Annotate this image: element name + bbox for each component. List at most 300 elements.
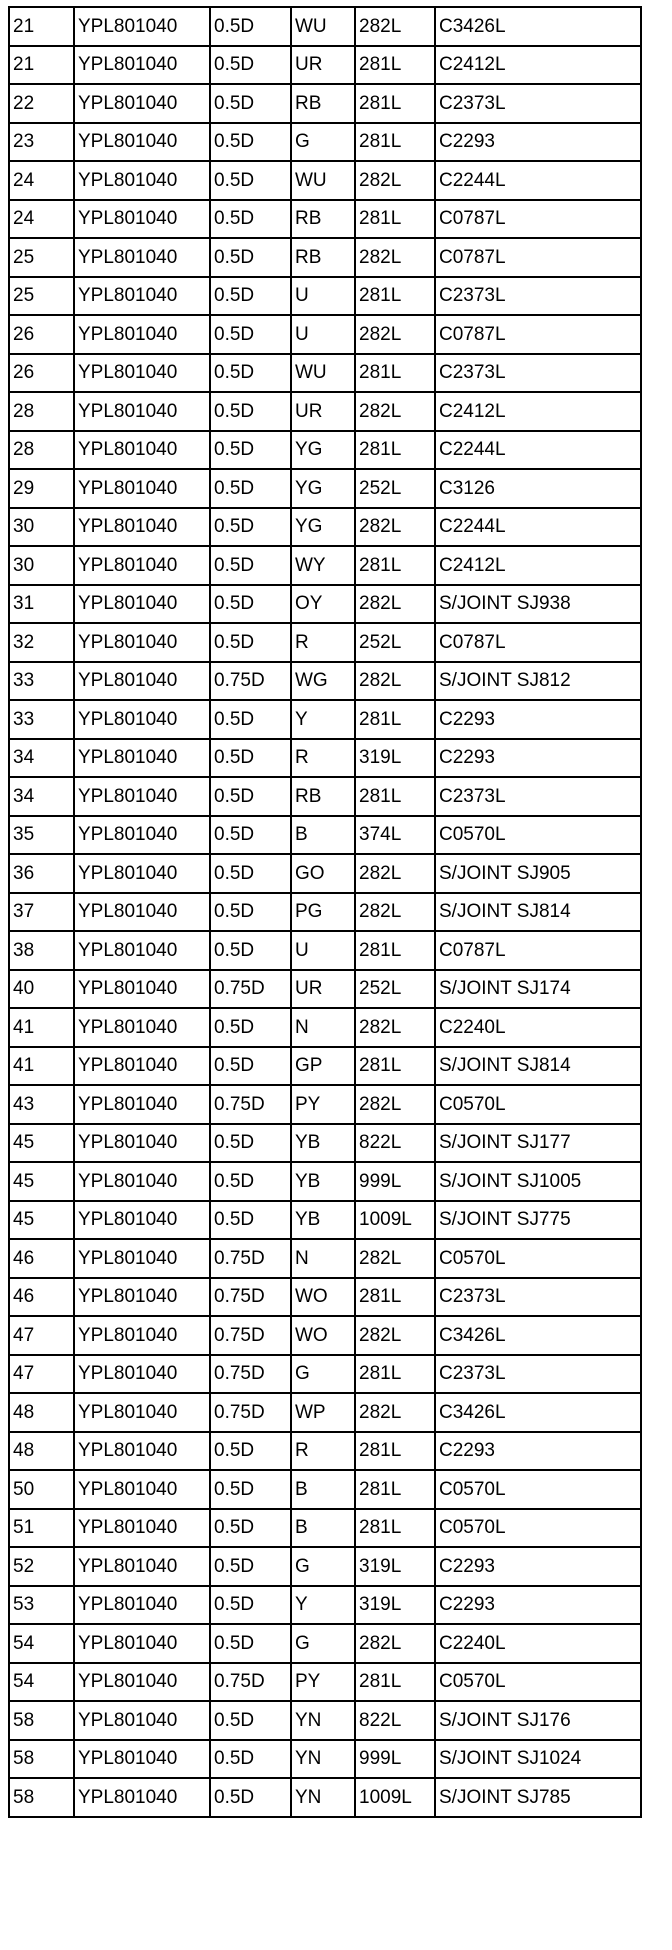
connector-cell: C0787L: [435, 238, 641, 277]
table-row: [9, 200, 641, 239]
wire-size-cell: 0.75D: [210, 970, 291, 1009]
wire-length-cell: 282L: [355, 662, 435, 701]
table-row: [9, 662, 641, 701]
table-row: [9, 1201, 641, 1240]
wire-color-cell: R: [291, 1432, 355, 1471]
wire-length-cell: 282L: [355, 392, 435, 431]
connector-cell: C2373L: [435, 777, 641, 816]
circuit-number-cell: 52: [9, 1547, 74, 1586]
table-row: [9, 1547, 641, 1586]
connector-cell: S/JOINT SJ938: [435, 585, 641, 624]
wire-size-cell: 0.5D: [210, 1778, 291, 1817]
circuit-number-cell: 28: [9, 392, 74, 431]
wire-size-cell: 0.5D: [210, 1624, 291, 1663]
table-row: [9, 777, 641, 816]
wire-length-cell: 1009L: [355, 1201, 435, 1240]
table-row: [9, 585, 641, 624]
connector-cell: C0570L: [435, 1509, 641, 1548]
connector-cell: S/JOINT SJ174: [435, 970, 641, 1009]
wire-length-cell: 281L: [355, 46, 435, 85]
wire-length-cell: 281L: [355, 931, 435, 970]
connector-cell: C3426L: [435, 1316, 641, 1355]
connector-cell: C2293: [435, 123, 641, 162]
part-number-cell: YPL801040: [74, 84, 210, 123]
wire-length-cell: 282L: [355, 585, 435, 624]
wire-color-cell: N: [291, 1008, 355, 1047]
part-number-cell: YPL801040: [74, 1355, 210, 1394]
wire-color-cell: YN: [291, 1778, 355, 1817]
wire-color-cell: UR: [291, 46, 355, 85]
table-row: [9, 46, 641, 85]
circuit-number-cell: 22: [9, 84, 74, 123]
wire-length-cell: 282L: [355, 508, 435, 547]
connector-cell: C2373L: [435, 1278, 641, 1317]
circuit-number-cell: 50: [9, 1470, 74, 1509]
wire-color-cell: PG: [291, 893, 355, 932]
table-row: [9, 1509, 641, 1548]
wire-size-cell: 0.5D: [210, 1470, 291, 1509]
connector-cell: S/JOINT SJ775: [435, 1201, 641, 1240]
wire-color-cell: YG: [291, 431, 355, 470]
table-row: [9, 1008, 641, 1047]
connector-cell: C0787L: [435, 931, 641, 970]
part-number-cell: YPL801040: [74, 854, 210, 893]
table-row: [9, 700, 641, 739]
wire-color-cell: B: [291, 1470, 355, 1509]
wire-color-cell: WP: [291, 1393, 355, 1432]
circuit-number-cell: 28: [9, 431, 74, 470]
wire-color-cell: RB: [291, 777, 355, 816]
table-row: [9, 1586, 641, 1625]
table-row: [9, 469, 641, 508]
connector-cell: S/JOINT SJ177: [435, 1124, 641, 1163]
circuit-number-cell: 33: [9, 700, 74, 739]
part-number-cell: YPL801040: [74, 1586, 210, 1625]
wire-size-cell: 0.5D: [210, 84, 291, 123]
connector-cell: C2240L: [435, 1008, 641, 1047]
wire-size-cell: 0.5D: [210, 739, 291, 778]
wire-length-cell: 282L: [355, 315, 435, 354]
wire-size-cell: 0.5D: [210, 1547, 291, 1586]
connector-cell: C2373L: [435, 1355, 641, 1394]
circuit-number-cell: 30: [9, 546, 74, 585]
circuit-number-cell: 34: [9, 777, 74, 816]
wire-size-cell: 0.75D: [210, 1316, 291, 1355]
table-row: [9, 238, 641, 277]
circuit-number-cell: 30: [9, 508, 74, 547]
connector-cell: C0787L: [435, 623, 641, 662]
connector-cell: C2412L: [435, 46, 641, 85]
part-number-cell: YPL801040: [74, 1047, 210, 1086]
wire-size-cell: 0.5D: [210, 1586, 291, 1625]
wire-size-cell: 0.5D: [210, 1124, 291, 1163]
wire-length-cell: 319L: [355, 739, 435, 778]
table-row: [9, 931, 641, 970]
circuit-number-cell: 24: [9, 161, 74, 200]
wire-length-cell: 1009L: [355, 1778, 435, 1817]
part-number-cell: YPL801040: [74, 585, 210, 624]
wire-size-cell: 0.5D: [210, 816, 291, 855]
wire-length-cell: 282L: [355, 1316, 435, 1355]
part-number-cell: YPL801040: [74, 816, 210, 855]
part-number-cell: YPL801040: [74, 46, 210, 85]
table-row: [9, 354, 641, 393]
part-number-cell: YPL801040: [74, 161, 210, 200]
part-number-cell: YPL801040: [74, 1316, 210, 1355]
wire-length-cell: 252L: [355, 623, 435, 662]
part-number-cell: YPL801040: [74, 1509, 210, 1548]
part-number-cell: YPL801040: [74, 7, 210, 46]
circuit-number-cell: 26: [9, 354, 74, 393]
circuit-number-cell: 45: [9, 1201, 74, 1240]
part-number-cell: YPL801040: [74, 277, 210, 316]
table-row: [9, 1355, 641, 1394]
wire-color-cell: YG: [291, 469, 355, 508]
wire-length-cell: 319L: [355, 1586, 435, 1625]
connector-cell: C2293: [435, 700, 641, 739]
connector-cell: C2373L: [435, 277, 641, 316]
table-row: [9, 893, 641, 932]
table-row: [9, 161, 641, 200]
table-row: [9, 392, 641, 431]
part-number-cell: YPL801040: [74, 1778, 210, 1817]
part-number-cell: YPL801040: [74, 392, 210, 431]
part-number-cell: YPL801040: [74, 739, 210, 778]
wire-size-cell: 0.5D: [210, 585, 291, 624]
wire-length-cell: 282L: [355, 238, 435, 277]
wire-length-cell: 281L: [355, 431, 435, 470]
wire-color-cell: YG: [291, 508, 355, 547]
connector-cell: C0570L: [435, 816, 641, 855]
circuit-number-cell: 45: [9, 1124, 74, 1163]
part-number-cell: YPL801040: [74, 1701, 210, 1740]
wire-color-cell: GP: [291, 1047, 355, 1086]
wire-size-cell: 0.5D: [210, 893, 291, 932]
circuit-number-cell: 41: [9, 1047, 74, 1086]
table-row: [9, 1740, 641, 1779]
table-row: [9, 1239, 641, 1278]
connector-cell: C0570L: [435, 1239, 641, 1278]
wire-length-cell: 281L: [355, 1047, 435, 1086]
wire-size-cell: 0.5D: [210, 431, 291, 470]
table-row: [9, 1085, 641, 1124]
wire-color-cell: OY: [291, 585, 355, 624]
wire-color-cell: PY: [291, 1663, 355, 1702]
wire-length-cell: 319L: [355, 1547, 435, 1586]
table-row: [9, 1624, 641, 1663]
circuit-number-cell: 48: [9, 1393, 74, 1432]
connector-cell: C2412L: [435, 546, 641, 585]
connector-cell: S/JOINT SJ814: [435, 893, 641, 932]
wire-size-cell: 0.5D: [210, 200, 291, 239]
wire-color-cell: WU: [291, 7, 355, 46]
wire-length-cell: 282L: [355, 893, 435, 932]
wire-length-cell: 999L: [355, 1162, 435, 1201]
circuit-number-cell: 43: [9, 1085, 74, 1124]
wire-table-body: [9, 7, 641, 1817]
circuit-number-cell: 41: [9, 1008, 74, 1047]
circuit-number-cell: 25: [9, 277, 74, 316]
wire-length-cell: 282L: [355, 1393, 435, 1432]
table-row: [9, 854, 641, 893]
circuit-number-cell: 58: [9, 1778, 74, 1817]
part-number-cell: YPL801040: [74, 1278, 210, 1317]
part-number-cell: YPL801040: [74, 1124, 210, 1163]
wire-size-cell: 0.5D: [210, 546, 291, 585]
wire-size-cell: 0.5D: [210, 1201, 291, 1240]
connector-cell: C2240L: [435, 1624, 641, 1663]
wire-size-cell: 0.5D: [210, 931, 291, 970]
wire-length-cell: 252L: [355, 469, 435, 508]
circuit-number-cell: 33: [9, 662, 74, 701]
table-row: [9, 1432, 641, 1471]
part-number-cell: YPL801040: [74, 1547, 210, 1586]
wire-color-cell: WO: [291, 1316, 355, 1355]
connector-cell: S/JOINT SJ1024: [435, 1740, 641, 1779]
wire-length-cell: 281L: [355, 277, 435, 316]
connector-cell: C2293: [435, 1547, 641, 1586]
part-number-cell: YPL801040: [74, 623, 210, 662]
wire-size-cell: 0.5D: [210, 277, 291, 316]
connector-cell: S/JOINT SJ785: [435, 1778, 641, 1817]
part-number-cell: YPL801040: [74, 893, 210, 932]
connector-cell: C0787L: [435, 315, 641, 354]
table-row: [9, 970, 641, 1009]
wire-length-cell: 282L: [355, 854, 435, 893]
wire-length-cell: 281L: [355, 123, 435, 162]
table-row: [9, 1663, 641, 1702]
wire-color-cell: UR: [291, 392, 355, 431]
wire-size-cell: 0.5D: [210, 46, 291, 85]
wire-color-cell: R: [291, 623, 355, 662]
connector-cell: C0570L: [435, 1085, 641, 1124]
wire-length-cell: 822L: [355, 1124, 435, 1163]
wire-color-cell: YN: [291, 1701, 355, 1740]
circuit-number-cell: 47: [9, 1355, 74, 1394]
wire-color-cell: YB: [291, 1162, 355, 1201]
connector-cell: C2244L: [435, 161, 641, 200]
table-row: [9, 1278, 641, 1317]
wire-size-cell: 0.75D: [210, 1085, 291, 1124]
wire-length-cell: 281L: [355, 1432, 435, 1471]
wire-length-cell: 281L: [355, 1663, 435, 1702]
circuit-number-cell: 36: [9, 854, 74, 893]
circuit-number-cell: 35: [9, 816, 74, 855]
wire-size-cell: 0.5D: [210, 469, 291, 508]
wire-size-cell: 0.75D: [210, 1663, 291, 1702]
connector-cell: C2373L: [435, 354, 641, 393]
wire-color-cell: G: [291, 123, 355, 162]
wire-color-cell: WG: [291, 662, 355, 701]
wire-size-cell: 0.5D: [210, 854, 291, 893]
wire-size-cell: 0.5D: [210, 238, 291, 277]
table-row: [9, 816, 641, 855]
wire-length-cell: 282L: [355, 1008, 435, 1047]
part-number-cell: YPL801040: [74, 662, 210, 701]
connector-cell: C3126: [435, 469, 641, 508]
wire-color-cell: RB: [291, 238, 355, 277]
wire-color-cell: G: [291, 1624, 355, 1663]
wire-length-cell: 281L: [355, 200, 435, 239]
part-number-cell: YPL801040: [74, 970, 210, 1009]
wire-size-cell: 0.75D: [210, 1393, 291, 1432]
connector-cell: S/JOINT SJ812: [435, 662, 641, 701]
circuit-number-cell: 32: [9, 623, 74, 662]
table-row: [9, 546, 641, 585]
circuit-number-cell: 23: [9, 123, 74, 162]
table-row: [9, 739, 641, 778]
wire-color-cell: RB: [291, 200, 355, 239]
wire-length-cell: 281L: [355, 700, 435, 739]
circuit-number-cell: 24: [9, 200, 74, 239]
table-row: [9, 1393, 641, 1432]
part-number-cell: YPL801040: [74, 1470, 210, 1509]
wire-length-cell: 282L: [355, 1085, 435, 1124]
part-number-cell: YPL801040: [74, 508, 210, 547]
circuit-number-cell: 29: [9, 469, 74, 508]
wire-size-cell: 0.5D: [210, 700, 291, 739]
part-number-cell: YPL801040: [74, 546, 210, 585]
part-number-cell: YPL801040: [74, 1740, 210, 1779]
part-number-cell: YPL801040: [74, 931, 210, 970]
wire-length-cell: 281L: [355, 777, 435, 816]
wire-length-cell: 374L: [355, 816, 435, 855]
wire-size-cell: 0.5D: [210, 623, 291, 662]
part-number-cell: YPL801040: [74, 1162, 210, 1201]
wire-size-cell: 0.5D: [210, 315, 291, 354]
circuit-number-cell: 47: [9, 1316, 74, 1355]
circuit-number-cell: 46: [9, 1278, 74, 1317]
wire-color-cell: G: [291, 1547, 355, 1586]
part-number-cell: YPL801040: [74, 700, 210, 739]
table-row: [9, 123, 641, 162]
table-row: [9, 84, 641, 123]
circuit-number-cell: 45: [9, 1162, 74, 1201]
table-row: [9, 431, 641, 470]
table-row: [9, 315, 641, 354]
part-number-cell: YPL801040: [74, 315, 210, 354]
circuit-number-cell: 31: [9, 585, 74, 624]
wire-size-cell: 0.75D: [210, 662, 291, 701]
wire-length-cell: 281L: [355, 84, 435, 123]
part-number-cell: YPL801040: [74, 469, 210, 508]
wire-length-cell: 282L: [355, 7, 435, 46]
wire-table: [8, 6, 642, 1818]
connector-cell: C0570L: [435, 1663, 641, 1702]
table-row: [9, 623, 641, 662]
part-number-cell: YPL801040: [74, 238, 210, 277]
wire-size-cell: 0.75D: [210, 1239, 291, 1278]
part-number-cell: YPL801040: [74, 123, 210, 162]
wire-size-cell: 0.5D: [210, 161, 291, 200]
connector-cell: C3426L: [435, 1393, 641, 1432]
table-row: [9, 1778, 641, 1817]
part-number-cell: YPL801040: [74, 1085, 210, 1124]
wire-size-cell: 0.5D: [210, 1008, 291, 1047]
wire-size-cell: 0.5D: [210, 354, 291, 393]
connector-cell: C2373L: [435, 84, 641, 123]
wire-color-cell: WU: [291, 354, 355, 393]
circuit-number-cell: 53: [9, 1586, 74, 1625]
circuit-number-cell: 37: [9, 893, 74, 932]
circuit-number-cell: 48: [9, 1432, 74, 1471]
wire-color-cell: R: [291, 739, 355, 778]
wire-color-cell: YB: [291, 1124, 355, 1163]
wire-color-cell: N: [291, 1239, 355, 1278]
part-number-cell: YPL801040: [74, 1393, 210, 1432]
part-number-cell: YPL801040: [74, 1663, 210, 1702]
wire-color-cell: PY: [291, 1085, 355, 1124]
circuit-number-cell: 34: [9, 739, 74, 778]
part-number-cell: YPL801040: [74, 777, 210, 816]
circuit-number-cell: 26: [9, 315, 74, 354]
circuit-number-cell: 21: [9, 46, 74, 85]
circuit-number-cell: 21: [9, 7, 74, 46]
connector-cell: C2293: [435, 1586, 641, 1625]
connector-cell: C2293: [435, 739, 641, 778]
part-number-cell: YPL801040: [74, 1239, 210, 1278]
wire-size-cell: 0.5D: [210, 1509, 291, 1548]
wire-length-cell: 282L: [355, 1624, 435, 1663]
circuit-number-cell: 58: [9, 1701, 74, 1740]
wire-length-cell: 999L: [355, 1740, 435, 1779]
wire-color-cell: WY: [291, 546, 355, 585]
table-row: [9, 1470, 641, 1509]
wire-size-cell: 0.5D: [210, 1162, 291, 1201]
wire-size-cell: 0.5D: [210, 1047, 291, 1086]
wire-color-cell: B: [291, 1509, 355, 1548]
wire-color-cell: G: [291, 1355, 355, 1394]
connector-cell: S/JOINT SJ905: [435, 854, 641, 893]
circuit-number-cell: 38: [9, 931, 74, 970]
circuit-number-cell: 58: [9, 1740, 74, 1779]
table-row: [9, 1701, 641, 1740]
wire-color-cell: WO: [291, 1278, 355, 1317]
circuit-number-cell: 46: [9, 1239, 74, 1278]
wire-length-cell: 281L: [355, 1509, 435, 1548]
connector-cell: C2412L: [435, 392, 641, 431]
wire-size-cell: 0.75D: [210, 1355, 291, 1394]
circuit-number-cell: 25: [9, 238, 74, 277]
wire-length-cell: 282L: [355, 161, 435, 200]
connector-cell: C0787L: [435, 200, 641, 239]
wire-size-cell: 0.75D: [210, 1278, 291, 1317]
part-number-cell: YPL801040: [74, 1201, 210, 1240]
wire-color-cell: YB: [291, 1201, 355, 1240]
part-number-cell: YPL801040: [74, 431, 210, 470]
wire-color-cell: Y: [291, 1586, 355, 1625]
connector-cell: C0570L: [435, 1470, 641, 1509]
wire-length-cell: 281L: [355, 1278, 435, 1317]
wire-length-cell: 282L: [355, 1239, 435, 1278]
wire-length-cell: 822L: [355, 1701, 435, 1740]
connector-cell: C2293: [435, 1432, 641, 1471]
wire-length-cell: 281L: [355, 354, 435, 393]
wire-color-cell: Y: [291, 700, 355, 739]
wire-color-cell: WU: [291, 161, 355, 200]
wire-color-cell: U: [291, 315, 355, 354]
wire-size-cell: 0.5D: [210, 1701, 291, 1740]
connector-cell: S/JOINT SJ1005: [435, 1162, 641, 1201]
wire-size-cell: 0.5D: [210, 392, 291, 431]
circuit-number-cell: 54: [9, 1624, 74, 1663]
wire-size-cell: 0.5D: [210, 7, 291, 46]
wire-color-cell: GO: [291, 854, 355, 893]
connector-cell: C3426L: [435, 7, 641, 46]
table-row: [9, 508, 641, 547]
circuit-number-cell: 40: [9, 970, 74, 1009]
table-row: [9, 1047, 641, 1086]
